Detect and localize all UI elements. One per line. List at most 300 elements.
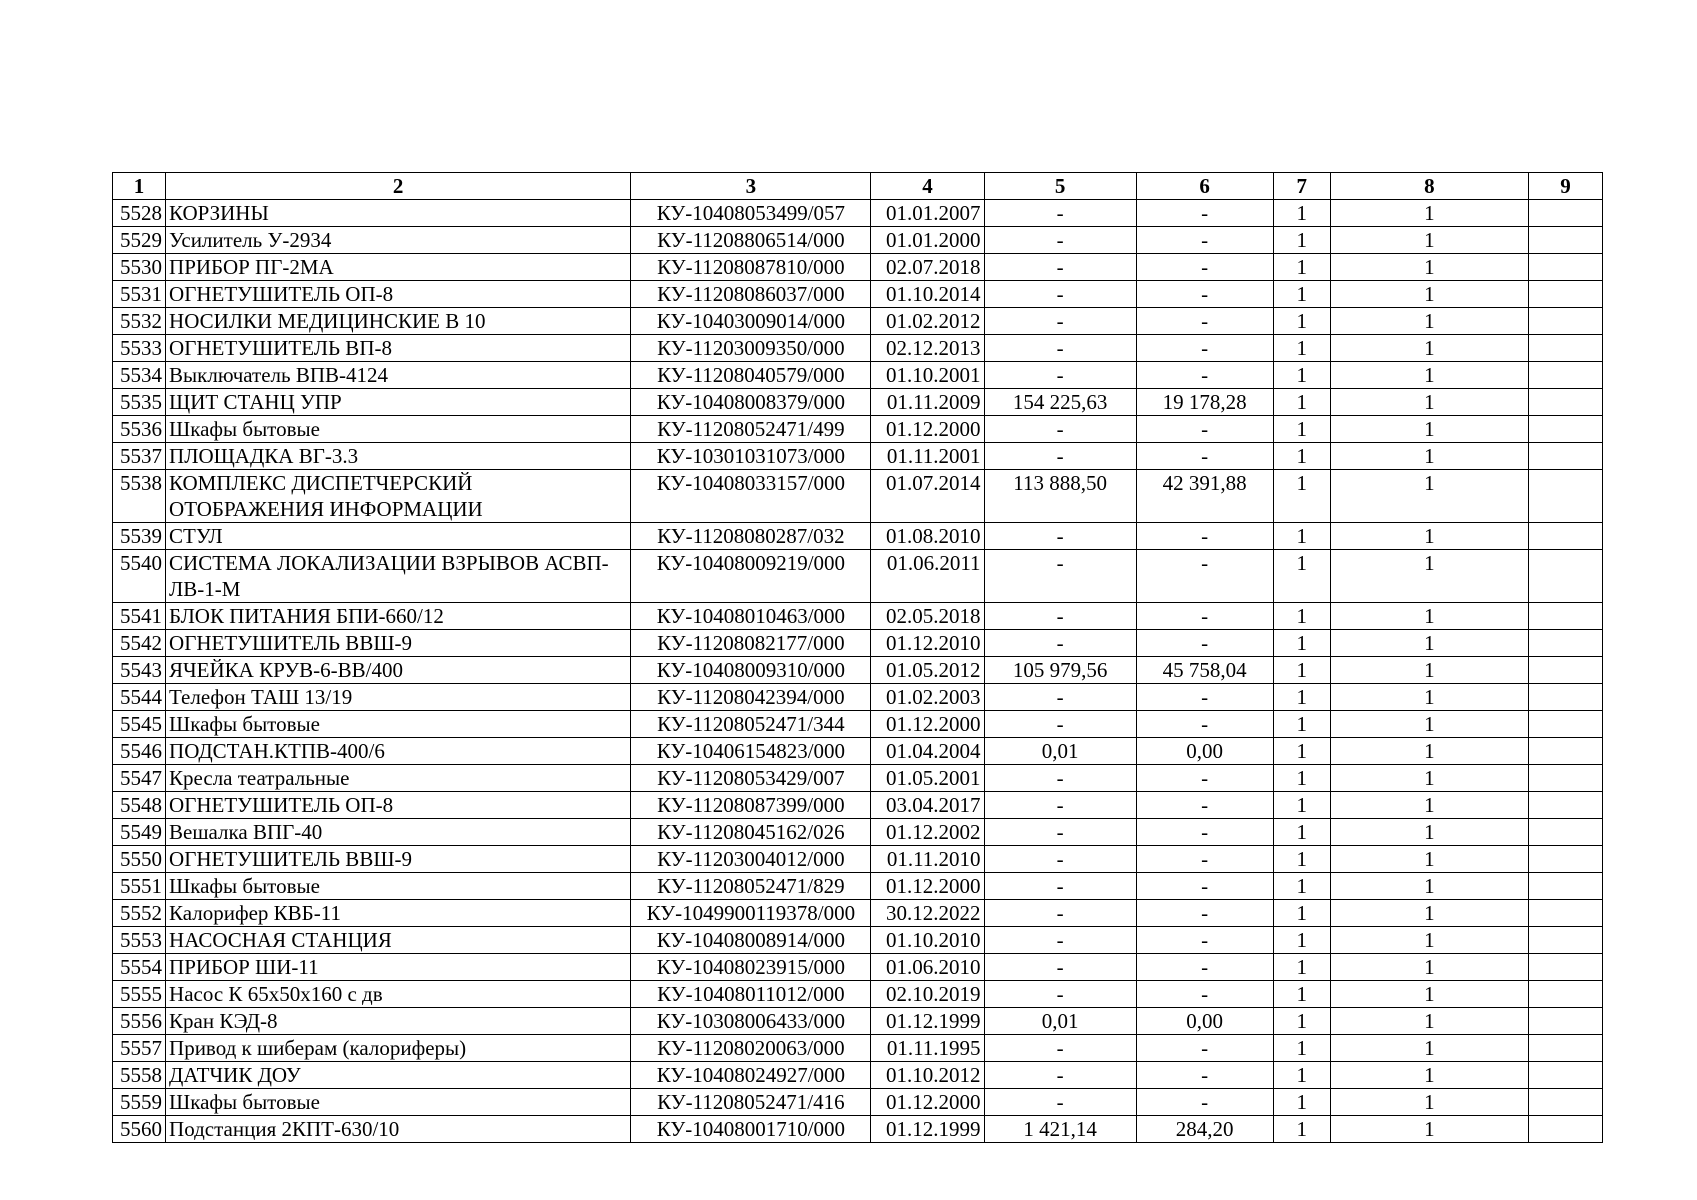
table-row <box>113 873 1603 900</box>
quantity-cell: 1 <box>1273 1062 1330 1089</box>
actual-quantity-cell: 1 <box>1330 1062 1528 1089</box>
actual-quantity-cell: 1 <box>1330 765 1528 792</box>
date-cell: 01.02.2012 <box>871 308 984 335</box>
table-row <box>113 470 1603 523</box>
row-number-cell: 5532 <box>113 308 166 335</box>
inventory-code-cell: КУ-1049900119378/000 <box>631 900 871 927</box>
actual-quantity-cell: 1 <box>1330 630 1528 657</box>
note-cell <box>1528 308 1602 335</box>
quantity-cell: 1 <box>1273 227 1330 254</box>
initial-cost-cell: - <box>984 443 1136 470</box>
residual-cost-cell: - <box>1136 227 1273 254</box>
initial-cost-cell: - <box>984 1062 1136 1089</box>
inventory-code-cell: КУ-10301031073/000 <box>631 443 871 470</box>
item-name-cell: ДАТЧИК ДОУ <box>166 1062 631 1089</box>
item-name-cell: СТУЛ <box>166 523 631 550</box>
note-cell <box>1528 873 1602 900</box>
quantity-cell: 1 <box>1273 792 1330 819</box>
initial-cost-cell: 113 888,50 <box>984 470 1136 523</box>
date-cell: 03.04.2017 <box>871 792 984 819</box>
residual-cost-cell: - <box>1136 819 1273 846</box>
table-row <box>113 711 1603 738</box>
residual-cost-cell: - <box>1136 1089 1273 1116</box>
quantity-cell: 1 <box>1273 470 1330 523</box>
item-name-cell: Кран КЭД-8 <box>166 1008 631 1035</box>
row-number-cell: 5555 <box>113 981 166 1008</box>
item-name-cell: Шкафы бытовые <box>166 416 631 443</box>
note-cell <box>1528 819 1602 846</box>
item-name-cell: Телефон ТАШ 13/19 <box>166 684 631 711</box>
actual-quantity-cell: 1 <box>1330 443 1528 470</box>
actual-quantity-cell: 1 <box>1330 1116 1528 1143</box>
quantity-cell: 1 <box>1273 981 1330 1008</box>
date-cell: 01.07.2014 <box>871 470 984 523</box>
date-cell: 01.10.2001 <box>871 362 984 389</box>
quantity-cell: 1 <box>1273 416 1330 443</box>
actual-quantity-cell: 1 <box>1330 550 1528 603</box>
actual-quantity-cell: 1 <box>1330 657 1528 684</box>
inventory-code-cell: КУ-11208087810/000 <box>631 254 871 281</box>
inventory-code-cell: КУ-10408008914/000 <box>631 927 871 954</box>
initial-cost-cell: - <box>984 684 1136 711</box>
row-number-cell: 5560 <box>113 1116 166 1143</box>
item-name-cell: Подстанция 2КПТ-630/10 <box>166 1116 631 1143</box>
residual-cost-cell: - <box>1136 550 1273 603</box>
quantity-cell: 1 <box>1273 1035 1330 1062</box>
residual-cost-cell: - <box>1136 873 1273 900</box>
inventory-code-cell: КУ-11208052471/344 <box>631 711 871 738</box>
table-row <box>113 603 1603 630</box>
residual-cost-cell: - <box>1136 603 1273 630</box>
table-row <box>113 523 1603 550</box>
inventory-code-cell: КУ-10308006433/000 <box>631 1008 871 1035</box>
inventory-code-cell: КУ-11208806514/000 <box>631 227 871 254</box>
row-number-cell: 5547 <box>113 765 166 792</box>
date-cell: 01.05.2001 <box>871 765 984 792</box>
inventory-code-cell: КУ-11208082177/000 <box>631 630 871 657</box>
residual-cost-cell: - <box>1136 954 1273 981</box>
initial-cost-cell: - <box>984 362 1136 389</box>
table-row <box>113 1089 1603 1116</box>
item-name-cell: ОГНЕТУШИТЕЛЬ ОП-8 <box>166 792 631 819</box>
initial-cost-cell: - <box>984 416 1136 443</box>
column-header-1: 1 <box>113 173 166 200</box>
item-name-cell: ПЛОЩАДКА ВГ-3.3 <box>166 443 631 470</box>
row-number-cell: 5540 <box>113 550 166 603</box>
table-row <box>113 1035 1603 1062</box>
initial-cost-cell: 0,01 <box>984 738 1136 765</box>
quantity-cell: 1 <box>1273 523 1330 550</box>
quantity-cell: 1 <box>1273 738 1330 765</box>
row-number-cell: 5550 <box>113 846 166 873</box>
inventory-code-cell: КУ-11203009350/000 <box>631 335 871 362</box>
note-cell <box>1528 954 1602 981</box>
table-row <box>113 200 1603 227</box>
date-cell: 01.10.2010 <box>871 927 984 954</box>
table-row <box>113 927 1603 954</box>
inventory-code-cell: КУ-10408009310/000 <box>631 657 871 684</box>
item-name-cell: Шкафы бытовые <box>166 711 631 738</box>
date-cell: 01.12.1999 <box>871 1116 984 1143</box>
table-row <box>113 389 1603 416</box>
initial-cost-cell: - <box>984 981 1136 1008</box>
quantity-cell: 1 <box>1273 927 1330 954</box>
note-cell <box>1528 1062 1602 1089</box>
date-cell: 01.01.2000 <box>871 227 984 254</box>
date-cell: 01.11.1995 <box>871 1035 984 1062</box>
initial-cost-cell: - <box>984 630 1136 657</box>
column-header-5: 5 <box>984 173 1136 200</box>
table-row <box>113 630 1603 657</box>
actual-quantity-cell: 1 <box>1330 711 1528 738</box>
inventory-code-cell: КУ-11208080287/032 <box>631 523 871 550</box>
quantity-cell: 1 <box>1273 389 1330 416</box>
actual-quantity-cell: 1 <box>1330 254 1528 281</box>
actual-quantity-cell: 1 <box>1330 900 1528 927</box>
note-cell <box>1528 200 1602 227</box>
table-row <box>113 281 1603 308</box>
note-cell <box>1528 900 1602 927</box>
quantity-cell: 1 <box>1273 550 1330 603</box>
note-cell <box>1528 927 1602 954</box>
initial-cost-cell: 154 225,63 <box>984 389 1136 416</box>
initial-cost-cell: - <box>984 200 1136 227</box>
actual-quantity-cell: 1 <box>1330 1089 1528 1116</box>
quantity-cell: 1 <box>1273 954 1330 981</box>
inventory-code-cell: КУ-10408024927/000 <box>631 1062 871 1089</box>
note-cell <box>1528 630 1602 657</box>
note-cell <box>1528 470 1602 523</box>
item-name-cell: ПОДСТАН.КТПВ-400/6 <box>166 738 631 765</box>
table-row <box>113 416 1603 443</box>
note-cell <box>1528 738 1602 765</box>
quantity-cell: 1 <box>1273 819 1330 846</box>
quantity-cell: 1 <box>1273 335 1330 362</box>
note-cell <box>1528 389 1602 416</box>
quantity-cell: 1 <box>1273 900 1330 927</box>
note-cell <box>1528 443 1602 470</box>
inventory-code-cell: КУ-10403009014/000 <box>631 308 871 335</box>
date-cell: 02.10.2019 <box>871 981 984 1008</box>
initial-cost-cell: - <box>984 873 1136 900</box>
row-number-cell: 5541 <box>113 603 166 630</box>
inventory-code-cell: КУ-10408011012/000 <box>631 981 871 1008</box>
inventory-code-cell: КУ-10408008379/000 <box>631 389 871 416</box>
quantity-cell: 1 <box>1273 1089 1330 1116</box>
residual-cost-cell: - <box>1136 308 1273 335</box>
row-number-cell: 5531 <box>113 281 166 308</box>
row-number-cell: 5553 <box>113 927 166 954</box>
inventory-code-cell: КУ-10408033157/000 <box>631 470 871 523</box>
note-cell <box>1528 684 1602 711</box>
actual-quantity-cell: 1 <box>1330 281 1528 308</box>
item-name-cell: КОРЗИНЫ <box>166 200 631 227</box>
inventory-code-cell: КУ-11208020063/000 <box>631 1035 871 1062</box>
note-cell <box>1528 1035 1602 1062</box>
inventory-code-cell: КУ-11208045162/026 <box>631 819 871 846</box>
residual-cost-cell: - <box>1136 523 1273 550</box>
column-header-3: 3 <box>631 173 871 200</box>
quantity-cell: 1 <box>1273 657 1330 684</box>
row-number-cell: 5534 <box>113 362 166 389</box>
residual-cost-cell: - <box>1136 927 1273 954</box>
note-cell <box>1528 281 1602 308</box>
initial-cost-cell: - <box>984 550 1136 603</box>
residual-cost-cell: - <box>1136 254 1273 281</box>
row-number-cell: 5543 <box>113 657 166 684</box>
actual-quantity-cell: 1 <box>1330 335 1528 362</box>
inventory-code-cell: КУ-11203004012/000 <box>631 846 871 873</box>
residual-cost-cell: - <box>1136 362 1273 389</box>
residual-cost-cell: - <box>1136 416 1273 443</box>
row-number-cell: 5548 <box>113 792 166 819</box>
residual-cost-cell: - <box>1136 335 1273 362</box>
row-number-cell: 5533 <box>113 335 166 362</box>
column-header-6: 6 <box>1136 173 1273 200</box>
quantity-cell: 1 <box>1273 765 1330 792</box>
inventory-code-cell: КУ-11208086037/000 <box>631 281 871 308</box>
actual-quantity-cell: 1 <box>1330 308 1528 335</box>
date-cell: 02.05.2018 <box>871 603 984 630</box>
table-row <box>113 254 1603 281</box>
table-row <box>113 846 1603 873</box>
residual-cost-cell: - <box>1136 443 1273 470</box>
residual-cost-cell: - <box>1136 1035 1273 1062</box>
row-number-cell: 5558 <box>113 1062 166 1089</box>
row-number-cell: 5537 <box>113 443 166 470</box>
date-cell: 01.08.2010 <box>871 523 984 550</box>
quantity-cell: 1 <box>1273 684 1330 711</box>
date-cell: 01.11.2001 <box>871 443 984 470</box>
initial-cost-cell: - <box>984 335 1136 362</box>
row-number-cell: 5545 <box>113 711 166 738</box>
inventory-code-cell: КУ-10408010463/000 <box>631 603 871 630</box>
initial-cost-cell: - <box>984 927 1136 954</box>
table-row <box>113 792 1603 819</box>
row-number-cell: 5528 <box>113 200 166 227</box>
note-cell <box>1528 846 1602 873</box>
table-body <box>113 200 1603 1143</box>
note-cell <box>1528 1116 1602 1143</box>
actual-quantity-cell: 1 <box>1330 227 1528 254</box>
row-number-cell: 5538 <box>113 470 166 523</box>
column-header-8: 8 <box>1330 173 1528 200</box>
date-cell: 01.05.2012 <box>871 657 984 684</box>
initial-cost-cell: - <box>984 1035 1136 1062</box>
inventory-code-cell: КУ-10408023915/000 <box>631 954 871 981</box>
quantity-cell: 1 <box>1273 308 1330 335</box>
note-cell <box>1528 765 1602 792</box>
item-name-cell: Привод к шиберам (калориферы) <box>166 1035 631 1062</box>
date-cell: 01.01.2007 <box>871 200 984 227</box>
date-cell: 01.11.2010 <box>871 846 984 873</box>
quantity-cell: 1 <box>1273 254 1330 281</box>
initial-cost-cell: - <box>984 227 1136 254</box>
inventory-code-cell: КУ-11208052471/499 <box>631 416 871 443</box>
quantity-cell: 1 <box>1273 711 1330 738</box>
item-name-cell: БЛОК ПИТАНИЯ БПИ-660/12 <box>166 603 631 630</box>
item-name-cell: ОГНЕТУШИТЕЛЬ ВП-8 <box>166 335 631 362</box>
inventory-code-cell: КУ-10408001710/000 <box>631 1116 871 1143</box>
table-row <box>113 443 1603 470</box>
column-header-7: 7 <box>1273 173 1330 200</box>
date-cell: 01.11.2009 <box>871 389 984 416</box>
residual-cost-cell: - <box>1136 684 1273 711</box>
date-cell: 01.06.2011 <box>871 550 984 603</box>
residual-cost-cell: - <box>1136 281 1273 308</box>
actual-quantity-cell: 1 <box>1330 873 1528 900</box>
note-cell <box>1528 1008 1602 1035</box>
actual-quantity-cell: 1 <box>1330 389 1528 416</box>
quantity-cell: 1 <box>1273 630 1330 657</box>
note-cell <box>1528 362 1602 389</box>
initial-cost-cell: - <box>984 765 1136 792</box>
row-number-cell: 5535 <box>113 389 166 416</box>
residual-cost-cell: - <box>1136 846 1273 873</box>
actual-quantity-cell: 1 <box>1330 362 1528 389</box>
initial-cost-cell: - <box>984 523 1136 550</box>
actual-quantity-cell: 1 <box>1330 523 1528 550</box>
row-number-cell: 5536 <box>113 416 166 443</box>
item-name-cell: НОСИЛКИ МЕДИЦИНСКИЕ В 10 <box>166 308 631 335</box>
item-name-cell: Шкафы бытовые <box>166 873 631 900</box>
item-name-cell: Калорифер КВБ-11 <box>166 900 631 927</box>
date-cell: 02.07.2018 <box>871 254 984 281</box>
note-cell <box>1528 416 1602 443</box>
row-number-cell: 5556 <box>113 1008 166 1035</box>
item-name-cell: Кресла театральные <box>166 765 631 792</box>
item-name-cell: НАСОСНАЯ СТАНЦИЯ <box>166 927 631 954</box>
quantity-cell: 1 <box>1273 281 1330 308</box>
inventory-code-cell: КУ-10408009219/000 <box>631 550 871 603</box>
table-row <box>113 900 1603 927</box>
table-row <box>113 981 1603 1008</box>
actual-quantity-cell: 1 <box>1330 1035 1528 1062</box>
inventory-code-cell: КУ-11208042394/000 <box>631 684 871 711</box>
residual-cost-cell: 19 178,28 <box>1136 389 1273 416</box>
table-row <box>113 1062 1603 1089</box>
quantity-cell: 1 <box>1273 443 1330 470</box>
initial-cost-cell: 105 979,56 <box>984 657 1136 684</box>
residual-cost-cell: - <box>1136 981 1273 1008</box>
initial-cost-cell: - <box>984 792 1136 819</box>
date-cell: 01.12.2000 <box>871 1089 984 1116</box>
item-name-cell: Усилитель У-2934 <box>166 227 631 254</box>
actual-quantity-cell: 1 <box>1330 846 1528 873</box>
residual-cost-cell: - <box>1136 900 1273 927</box>
table-row <box>113 1008 1603 1035</box>
date-cell: 01.12.2000 <box>871 711 984 738</box>
row-number-cell: 5557 <box>113 1035 166 1062</box>
item-name-cell: ПРИБОР ШИ-11 <box>166 954 631 981</box>
initial-cost-cell: - <box>984 711 1136 738</box>
row-number-cell: 5559 <box>113 1089 166 1116</box>
date-cell: 02.12.2013 <box>871 335 984 362</box>
inventory-table <box>112 172 1603 1143</box>
actual-quantity-cell: 1 <box>1330 200 1528 227</box>
inventory-code-cell: КУ-11208052471/416 <box>631 1089 871 1116</box>
note-cell <box>1528 227 1602 254</box>
note-cell <box>1528 550 1602 603</box>
quantity-cell: 1 <box>1273 1008 1330 1035</box>
column-header-2: 2 <box>166 173 631 200</box>
date-cell: 01.12.2000 <box>871 873 984 900</box>
date-cell: 01.04.2004 <box>871 738 984 765</box>
quantity-cell: 1 <box>1273 1116 1330 1143</box>
inventory-code-cell: КУ-11208087399/000 <box>631 792 871 819</box>
initial-cost-cell: - <box>984 900 1136 927</box>
note-cell <box>1528 657 1602 684</box>
residual-cost-cell: - <box>1136 630 1273 657</box>
inventory-code-cell: КУ-11208052471/829 <box>631 873 871 900</box>
residual-cost-cell: 45 758,04 <box>1136 657 1273 684</box>
row-number-cell: 5539 <box>113 523 166 550</box>
row-number-cell: 5542 <box>113 630 166 657</box>
row-number-cell: 5544 <box>113 684 166 711</box>
note-cell <box>1528 335 1602 362</box>
quantity-cell: 1 <box>1273 873 1330 900</box>
actual-quantity-cell: 1 <box>1330 416 1528 443</box>
initial-cost-cell: - <box>984 603 1136 630</box>
actual-quantity-cell: 1 <box>1330 470 1528 523</box>
date-cell: 01.10.2014 <box>871 281 984 308</box>
residual-cost-cell: - <box>1136 765 1273 792</box>
initial-cost-cell: - <box>984 846 1136 873</box>
actual-quantity-cell: 1 <box>1330 981 1528 1008</box>
initial-cost-cell: - <box>984 1089 1136 1116</box>
actual-quantity-cell: 1 <box>1330 684 1528 711</box>
actual-quantity-cell: 1 <box>1330 819 1528 846</box>
table-row <box>113 1116 1603 1143</box>
initial-cost-cell: - <box>984 254 1136 281</box>
actual-quantity-cell: 1 <box>1330 603 1528 630</box>
quantity-cell: 1 <box>1273 846 1330 873</box>
date-cell: 01.12.2002 <box>871 819 984 846</box>
item-name-cell: Вешалка ВПГ-40 <box>166 819 631 846</box>
item-name-cell: Выключатель ВПВ-4124 <box>166 362 631 389</box>
table-row <box>113 819 1603 846</box>
item-name-cell: КОМПЛЕКС ДИСПЕТЧЕРСКИЙ ОТОБРАЖЕНИЯ ИНФОРМАЦИИ <box>166 470 631 523</box>
table-row <box>113 765 1603 792</box>
item-name-cell: Шкафы бытовые <box>166 1089 631 1116</box>
residual-cost-cell: - <box>1136 711 1273 738</box>
table-row <box>113 550 1603 603</box>
item-name-cell: Насос К 65x50x160 с дв <box>166 981 631 1008</box>
row-number-cell: 5551 <box>113 873 166 900</box>
table-row <box>113 657 1603 684</box>
note-cell <box>1528 523 1602 550</box>
column-header-4: 4 <box>871 173 984 200</box>
header-row <box>113 173 1603 200</box>
initial-cost-cell: - <box>984 281 1136 308</box>
actual-quantity-cell: 1 <box>1330 792 1528 819</box>
quantity-cell: 1 <box>1273 362 1330 389</box>
note-cell <box>1528 981 1602 1008</box>
actual-quantity-cell: 1 <box>1330 1008 1528 1035</box>
note-cell <box>1528 1089 1602 1116</box>
residual-cost-cell: - <box>1136 792 1273 819</box>
initial-cost-cell: 0,01 <box>984 1008 1136 1035</box>
table-row <box>113 362 1603 389</box>
item-name-cell: ОГНЕТУШИТЕЛЬ ВВШ-9 <box>166 630 631 657</box>
item-name-cell: ОГНЕТУШИТЕЛЬ ОП-8 <box>166 281 631 308</box>
date-cell: 01.12.1999 <box>871 1008 984 1035</box>
item-name-cell: ПРИБОР ПГ-2МА <box>166 254 631 281</box>
initial-cost-cell: 1 421,14 <box>984 1116 1136 1143</box>
note-cell <box>1528 711 1602 738</box>
item-name-cell: СИСТЕМА ЛОКАЛИЗАЦИИ ВЗРЫВОВ АСВП-ЛВ-1-М <box>166 550 631 603</box>
residual-cost-cell: - <box>1136 1062 1273 1089</box>
